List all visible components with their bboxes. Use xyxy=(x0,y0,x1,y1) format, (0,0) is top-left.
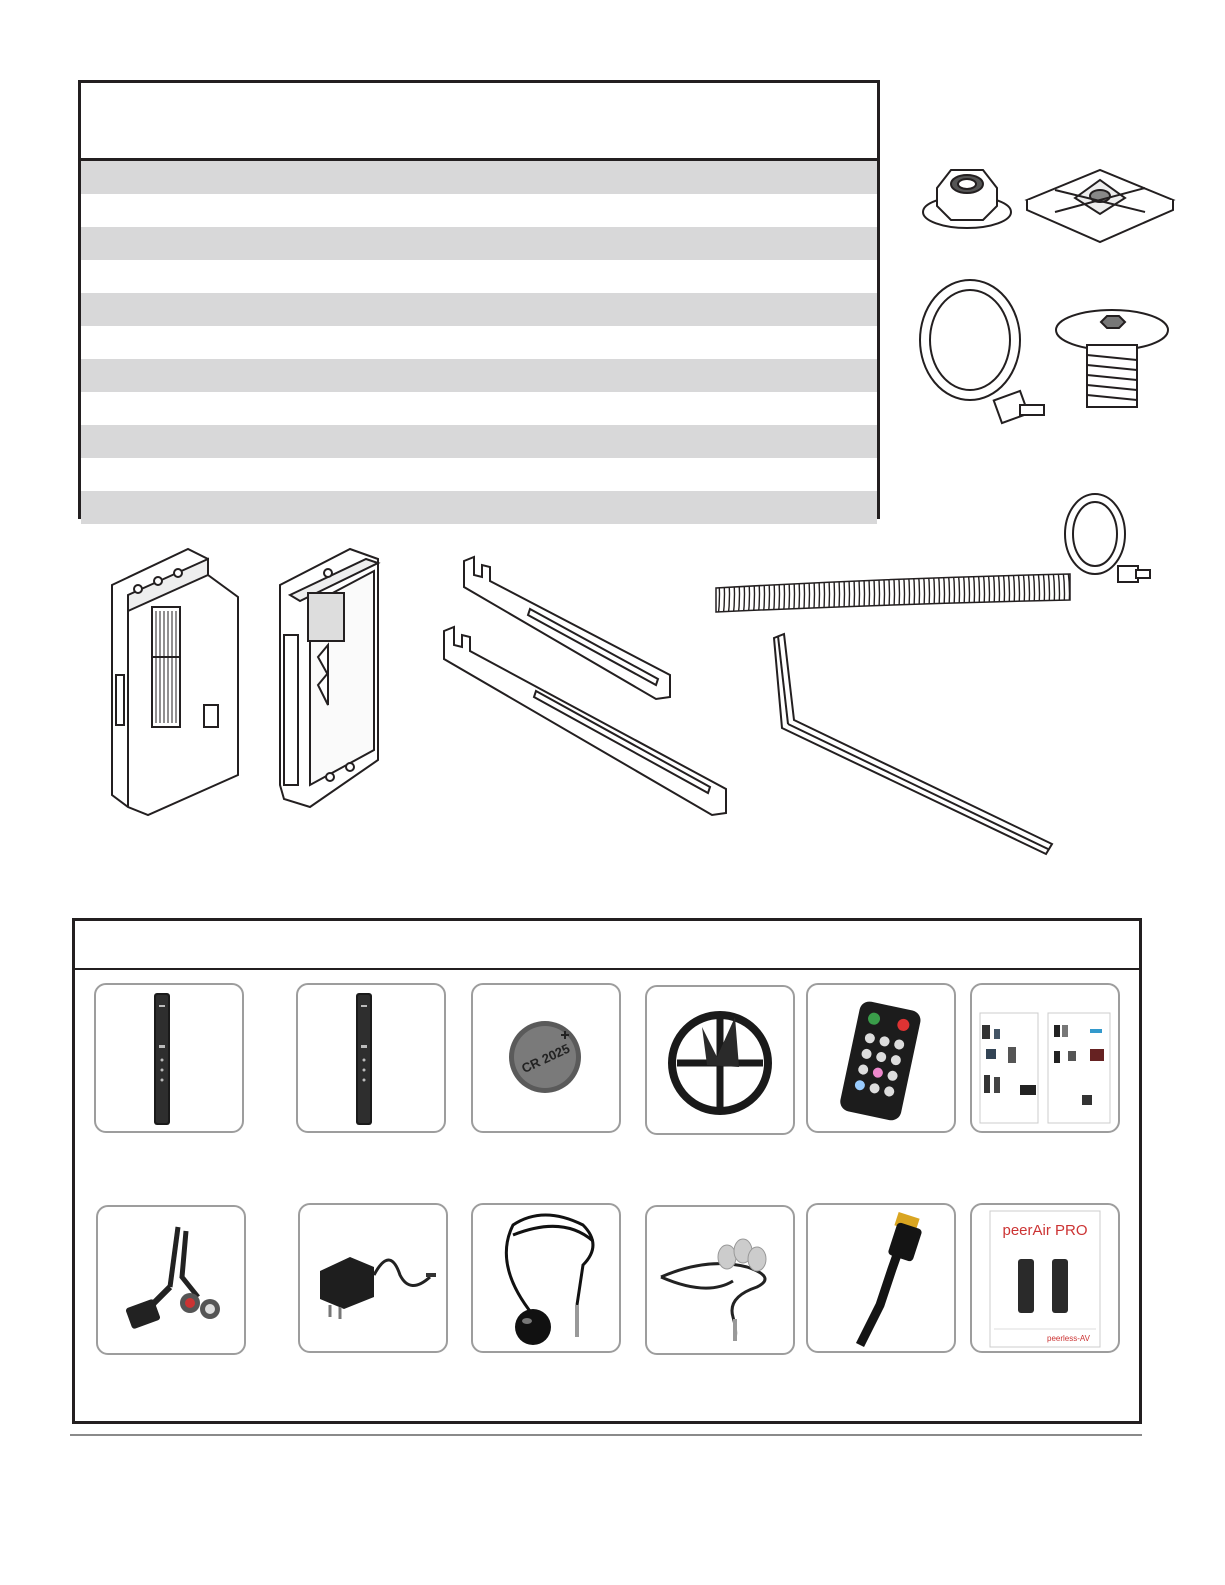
power-adapter-card xyxy=(298,1203,448,1353)
bracket-left-icon xyxy=(108,545,248,820)
receiver-card xyxy=(296,983,446,1133)
battery-print: CR 2025 xyxy=(519,1040,573,1076)
battery-card xyxy=(471,983,621,1133)
table-row xyxy=(81,326,877,359)
mounting-base-icon xyxy=(647,987,793,1133)
remote-card xyxy=(806,983,956,1133)
table-row xyxy=(81,260,877,293)
manual-icon xyxy=(972,1205,1118,1351)
table-row xyxy=(81,161,877,194)
manual-cover-title: peerAir PRO xyxy=(1002,1222,1088,1239)
ir-receiver-card xyxy=(471,1203,621,1353)
adhesive-mount-icon xyxy=(1027,170,1173,242)
ir-receiver-icon xyxy=(473,1205,619,1351)
coin-battery-icon xyxy=(473,985,619,1131)
parts-table xyxy=(78,80,880,519)
parts-table-rows xyxy=(81,161,877,516)
power-adapter-icon xyxy=(300,1205,446,1351)
table-row xyxy=(81,458,877,491)
product-sheet-icon xyxy=(972,985,1118,1131)
footer-rule xyxy=(70,1434,1142,1436)
transmitter-card xyxy=(94,983,244,1133)
mounting-base-card xyxy=(645,985,795,1135)
small-cable-tie-icon xyxy=(1060,484,1155,594)
transmitter-icon xyxy=(96,985,242,1131)
hardware-parts-illustrations xyxy=(915,150,1215,440)
slotted-arm-long-icon xyxy=(440,625,735,820)
hex-key-icon xyxy=(770,630,1060,860)
ir-emitter-icon xyxy=(647,1207,793,1353)
accessories-header xyxy=(75,921,1139,970)
manual-card xyxy=(970,1203,1120,1353)
manual-cover-brand: peerless-AV xyxy=(1047,1334,1090,1343)
table-row xyxy=(81,491,877,524)
table-row xyxy=(81,194,877,227)
hdmi-cable-card xyxy=(806,1203,956,1353)
hdmi-cable-icon xyxy=(808,1205,954,1351)
spiral-cable-wrap-icon xyxy=(712,568,1074,620)
receiver-icon xyxy=(298,985,444,1131)
table-row xyxy=(81,293,877,326)
bracket-right-icon xyxy=(270,545,390,815)
flange-nut-icon xyxy=(923,170,1011,228)
ir-emitter-card xyxy=(645,1205,795,1355)
parts-table-header xyxy=(81,83,877,161)
flat-head-screw-icon xyxy=(1056,310,1168,407)
quick-reference-sheet-card xyxy=(970,983,1120,1133)
vga-cable-card xyxy=(96,1205,246,1355)
large-cable-tie-icon xyxy=(920,280,1044,423)
table-row xyxy=(81,392,877,425)
table-row xyxy=(81,359,877,392)
table-row xyxy=(81,227,877,260)
remote-control-icon xyxy=(808,985,954,1131)
table-row xyxy=(81,425,877,458)
vga-cable-icon xyxy=(98,1207,244,1353)
